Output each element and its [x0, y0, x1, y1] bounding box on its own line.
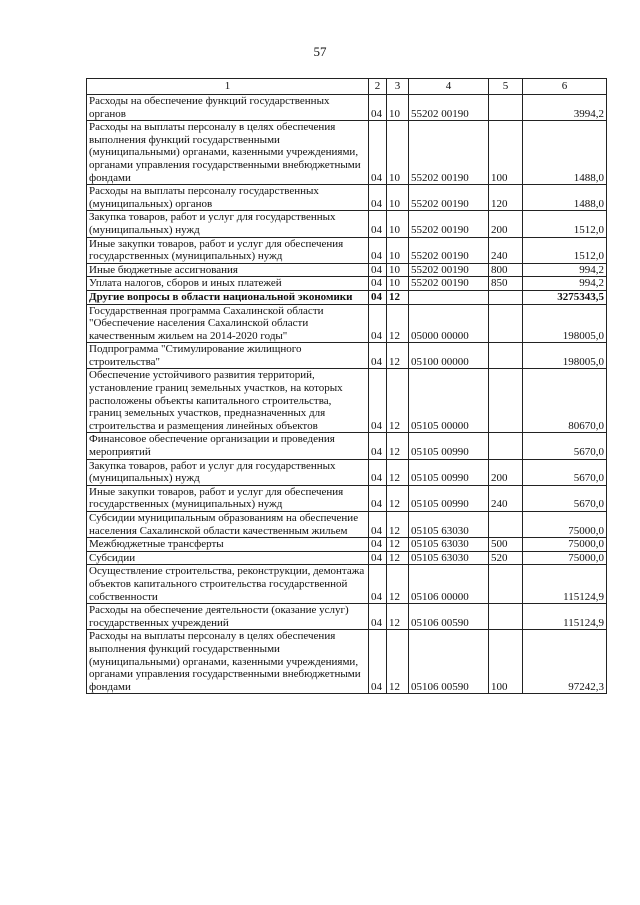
item-name: Обеспечение устойчивого развития территорий, установление границ земельных участков, на которых расположены объекты капитального строительства, границ земельных участков, предназначенных для строительства и размещения линейных объектов	[87, 369, 369, 433]
section-code: 04	[369, 551, 387, 565]
table-row	[87, 551, 607, 565]
amount: 115124,9	[523, 565, 607, 604]
item-name: Уплата налогов, сборов и иных платежей	[87, 277, 369, 291]
section-code: 04	[369, 485, 387, 511]
table-row	[87, 237, 607, 263]
amount: 75000,0	[523, 538, 607, 552]
amount: 1488,0	[523, 121, 607, 185]
section-code: 04	[369, 237, 387, 263]
subsection-code: 10	[387, 121, 409, 185]
item-name: Субсидии муниципальным образованиям на обеспечение населения Сахалинской области качественным жильем	[87, 512, 369, 538]
expense-type-code: 800	[489, 263, 523, 277]
amount: 994,2	[523, 263, 607, 277]
item-name: Закупка товаров, работ и услуг для государственных (муниципальных) нужд	[87, 211, 369, 237]
expense-type-code	[489, 95, 523, 121]
section-code: 04	[369, 630, 387, 694]
subsection-code: 12	[387, 343, 409, 369]
expense-type-code: 100	[489, 121, 523, 185]
header-col-6: 6	[523, 79, 607, 95]
target-article-code: 55202 00190	[409, 277, 489, 291]
table-header-row	[87, 79, 607, 95]
item-name: Расходы на обеспечение функций государственных органов	[87, 95, 369, 121]
amount: 5670,0	[523, 433, 607, 459]
expense-type-code: 100	[489, 630, 523, 694]
item-name: Другие вопросы в области национальной экономики	[87, 290, 369, 304]
header-col-2: 2	[369, 79, 387, 95]
target-article-code: 05106 00590	[409, 604, 489, 630]
section-code: 04	[369, 433, 387, 459]
header-col-1: 1	[87, 79, 369, 95]
amount: 80670,0	[523, 369, 607, 433]
table-row	[87, 604, 607, 630]
amount: 198005,0	[523, 304, 607, 343]
amount: 3994,2	[523, 95, 607, 121]
item-name: Расходы на выплаты персоналу в целях обеспечения выполнения функций государственными (муниципальными) органами, казенными учреждениями, органами управления государственными внебюджетными фондами	[87, 630, 369, 694]
item-name: Межбюджетные трансферты	[87, 538, 369, 552]
target-article-code: 55202 00190	[409, 95, 489, 121]
expense-type-code	[489, 343, 523, 369]
amount: 75000,0	[523, 551, 607, 565]
subsection-code: 12	[387, 512, 409, 538]
section-code: 04	[369, 604, 387, 630]
subsection-code: 10	[387, 237, 409, 263]
page-number: 57	[313, 44, 327, 59]
subsection-code: 12	[387, 459, 409, 485]
item-name: Закупка товаров, работ и услуг для государственных (муниципальных) нужд	[87, 459, 369, 485]
subsection-code: 10	[387, 211, 409, 237]
section-code: 04	[369, 369, 387, 433]
section-code: 04	[369, 277, 387, 291]
header-col-4: 4	[409, 79, 489, 95]
subsection-code: 12	[387, 433, 409, 459]
target-article-code: 05105 63030	[409, 538, 489, 552]
amount: 5670,0	[523, 459, 607, 485]
subsection-code: 12	[387, 551, 409, 565]
section-code: 04	[369, 121, 387, 185]
expense-type-code: 240	[489, 485, 523, 511]
table-row	[87, 485, 607, 511]
target-article-code: 05105 63030	[409, 551, 489, 565]
item-name: Финансовое обеспечение организации и проведения мероприятий	[87, 433, 369, 459]
table-row	[87, 512, 607, 538]
budget-table	[86, 78, 607, 694]
expense-type-code	[489, 565, 523, 604]
section-code: 04	[369, 304, 387, 343]
section-code: 04	[369, 211, 387, 237]
expense-type-code: 520	[489, 551, 523, 565]
subsection-code: 12	[387, 304, 409, 343]
table-row	[87, 185, 607, 211]
expense-type-code	[489, 433, 523, 459]
section-code: 04	[369, 343, 387, 369]
section-code: 04	[369, 565, 387, 604]
table-row	[87, 304, 607, 343]
expense-type-code: 120	[489, 185, 523, 211]
expense-type-code	[489, 604, 523, 630]
item-name: Субсидии	[87, 551, 369, 565]
item-name: Иные бюджетные ассигнования	[87, 263, 369, 277]
subsection-code: 12	[387, 485, 409, 511]
target-article-code: 05105 00990	[409, 433, 489, 459]
target-article-code: 05106 00590	[409, 630, 489, 694]
target-article-code: 55202 00190	[409, 185, 489, 211]
expense-type-code	[489, 290, 523, 304]
item-name: Иные закупки товаров, работ и услуг для обеспечения государственных (муниципальных) нужд	[87, 237, 369, 263]
table-row	[87, 538, 607, 552]
amount: 97242,3	[523, 630, 607, 694]
header-col-3: 3	[387, 79, 409, 95]
section-code: 04	[369, 185, 387, 211]
expense-type-code: 500	[489, 538, 523, 552]
table-row	[87, 277, 607, 291]
amount: 115124,9	[523, 604, 607, 630]
expense-type-code: 240	[489, 237, 523, 263]
table-row	[87, 433, 607, 459]
table-row	[87, 263, 607, 277]
section-code: 04	[369, 263, 387, 277]
expense-type-code: 200	[489, 459, 523, 485]
amount: 1488,0	[523, 185, 607, 211]
target-article-code: 05105 00990	[409, 485, 489, 511]
amount: 1512,0	[523, 211, 607, 237]
section-code: 04	[369, 95, 387, 121]
table-row	[87, 121, 607, 185]
subsection-code: 12	[387, 630, 409, 694]
subsection-code: 12	[387, 604, 409, 630]
subsection-code: 10	[387, 277, 409, 291]
section-code: 04	[369, 290, 387, 304]
table-row	[87, 459, 607, 485]
item-name: Осуществление строительства, реконструкции, демонтажа объектов капитального строительства государственной собственности	[87, 565, 369, 604]
table-row	[87, 211, 607, 237]
target-article-code: 05100 00000	[409, 343, 489, 369]
amount: 994,2	[523, 277, 607, 291]
target-article-code: 05105 63030	[409, 512, 489, 538]
subsection-code: 12	[387, 290, 409, 304]
subsection-code: 10	[387, 263, 409, 277]
expense-type-code: 200	[489, 211, 523, 237]
table-row	[87, 343, 607, 369]
item-name: Иные закупки товаров, работ и услуг для обеспечения государственных (муниципальных) нужд	[87, 485, 369, 511]
subsection-code: 12	[387, 538, 409, 552]
amount: 3275343,5	[523, 290, 607, 304]
subsection-code: 10	[387, 95, 409, 121]
amount: 198005,0	[523, 343, 607, 369]
item-name: Расходы на выплаты персоналу в целях обеспечения выполнения функций государственными (муниципальными) органами, казенными учреждениями, органами управления государственными внебюджетными фондами	[87, 121, 369, 185]
target-article-code: 55202 00190	[409, 237, 489, 263]
table-row	[87, 95, 607, 121]
target-article-code	[409, 290, 489, 304]
target-article-code: 55202 00190	[409, 263, 489, 277]
table-row	[87, 290, 607, 304]
amount: 1512,0	[523, 237, 607, 263]
item-name: Государственная программа Сахалинской области "Обеспечение населения Сахалинской области качественным жильем на 2014-2020 годы"	[87, 304, 369, 343]
amount: 75000,0	[523, 512, 607, 538]
expense-type-code: 850	[489, 277, 523, 291]
table-row	[87, 369, 607, 433]
target-article-code: 05105 00990	[409, 459, 489, 485]
subsection-code: 12	[387, 565, 409, 604]
table-row	[87, 630, 607, 694]
section-code: 04	[369, 538, 387, 552]
expense-type-code	[489, 512, 523, 538]
subsection-code: 12	[387, 369, 409, 433]
expense-type-code	[489, 369, 523, 433]
amount: 5670,0	[523, 485, 607, 511]
subsection-code: 10	[387, 185, 409, 211]
target-article-code: 55202 00190	[409, 121, 489, 185]
target-article-code: 05105 00000	[409, 369, 489, 433]
header-col-5: 5	[489, 79, 523, 95]
expense-type-code	[489, 304, 523, 343]
target-article-code: 55202 00190	[409, 211, 489, 237]
item-name: Подпрограмма "Стимулирование жилищного строительства"	[87, 343, 369, 369]
item-name: Расходы на выплаты персоналу государственных (муниципальных) органов	[87, 185, 369, 211]
item-name: Расходы на обеспечение деятельности (оказание услуг) государственных учреждений	[87, 604, 369, 630]
target-article-code: 05106 00000	[409, 565, 489, 604]
section-code: 04	[369, 512, 387, 538]
section-code: 04	[369, 459, 387, 485]
table-row	[87, 565, 607, 604]
target-article-code: 05000 00000	[409, 304, 489, 343]
